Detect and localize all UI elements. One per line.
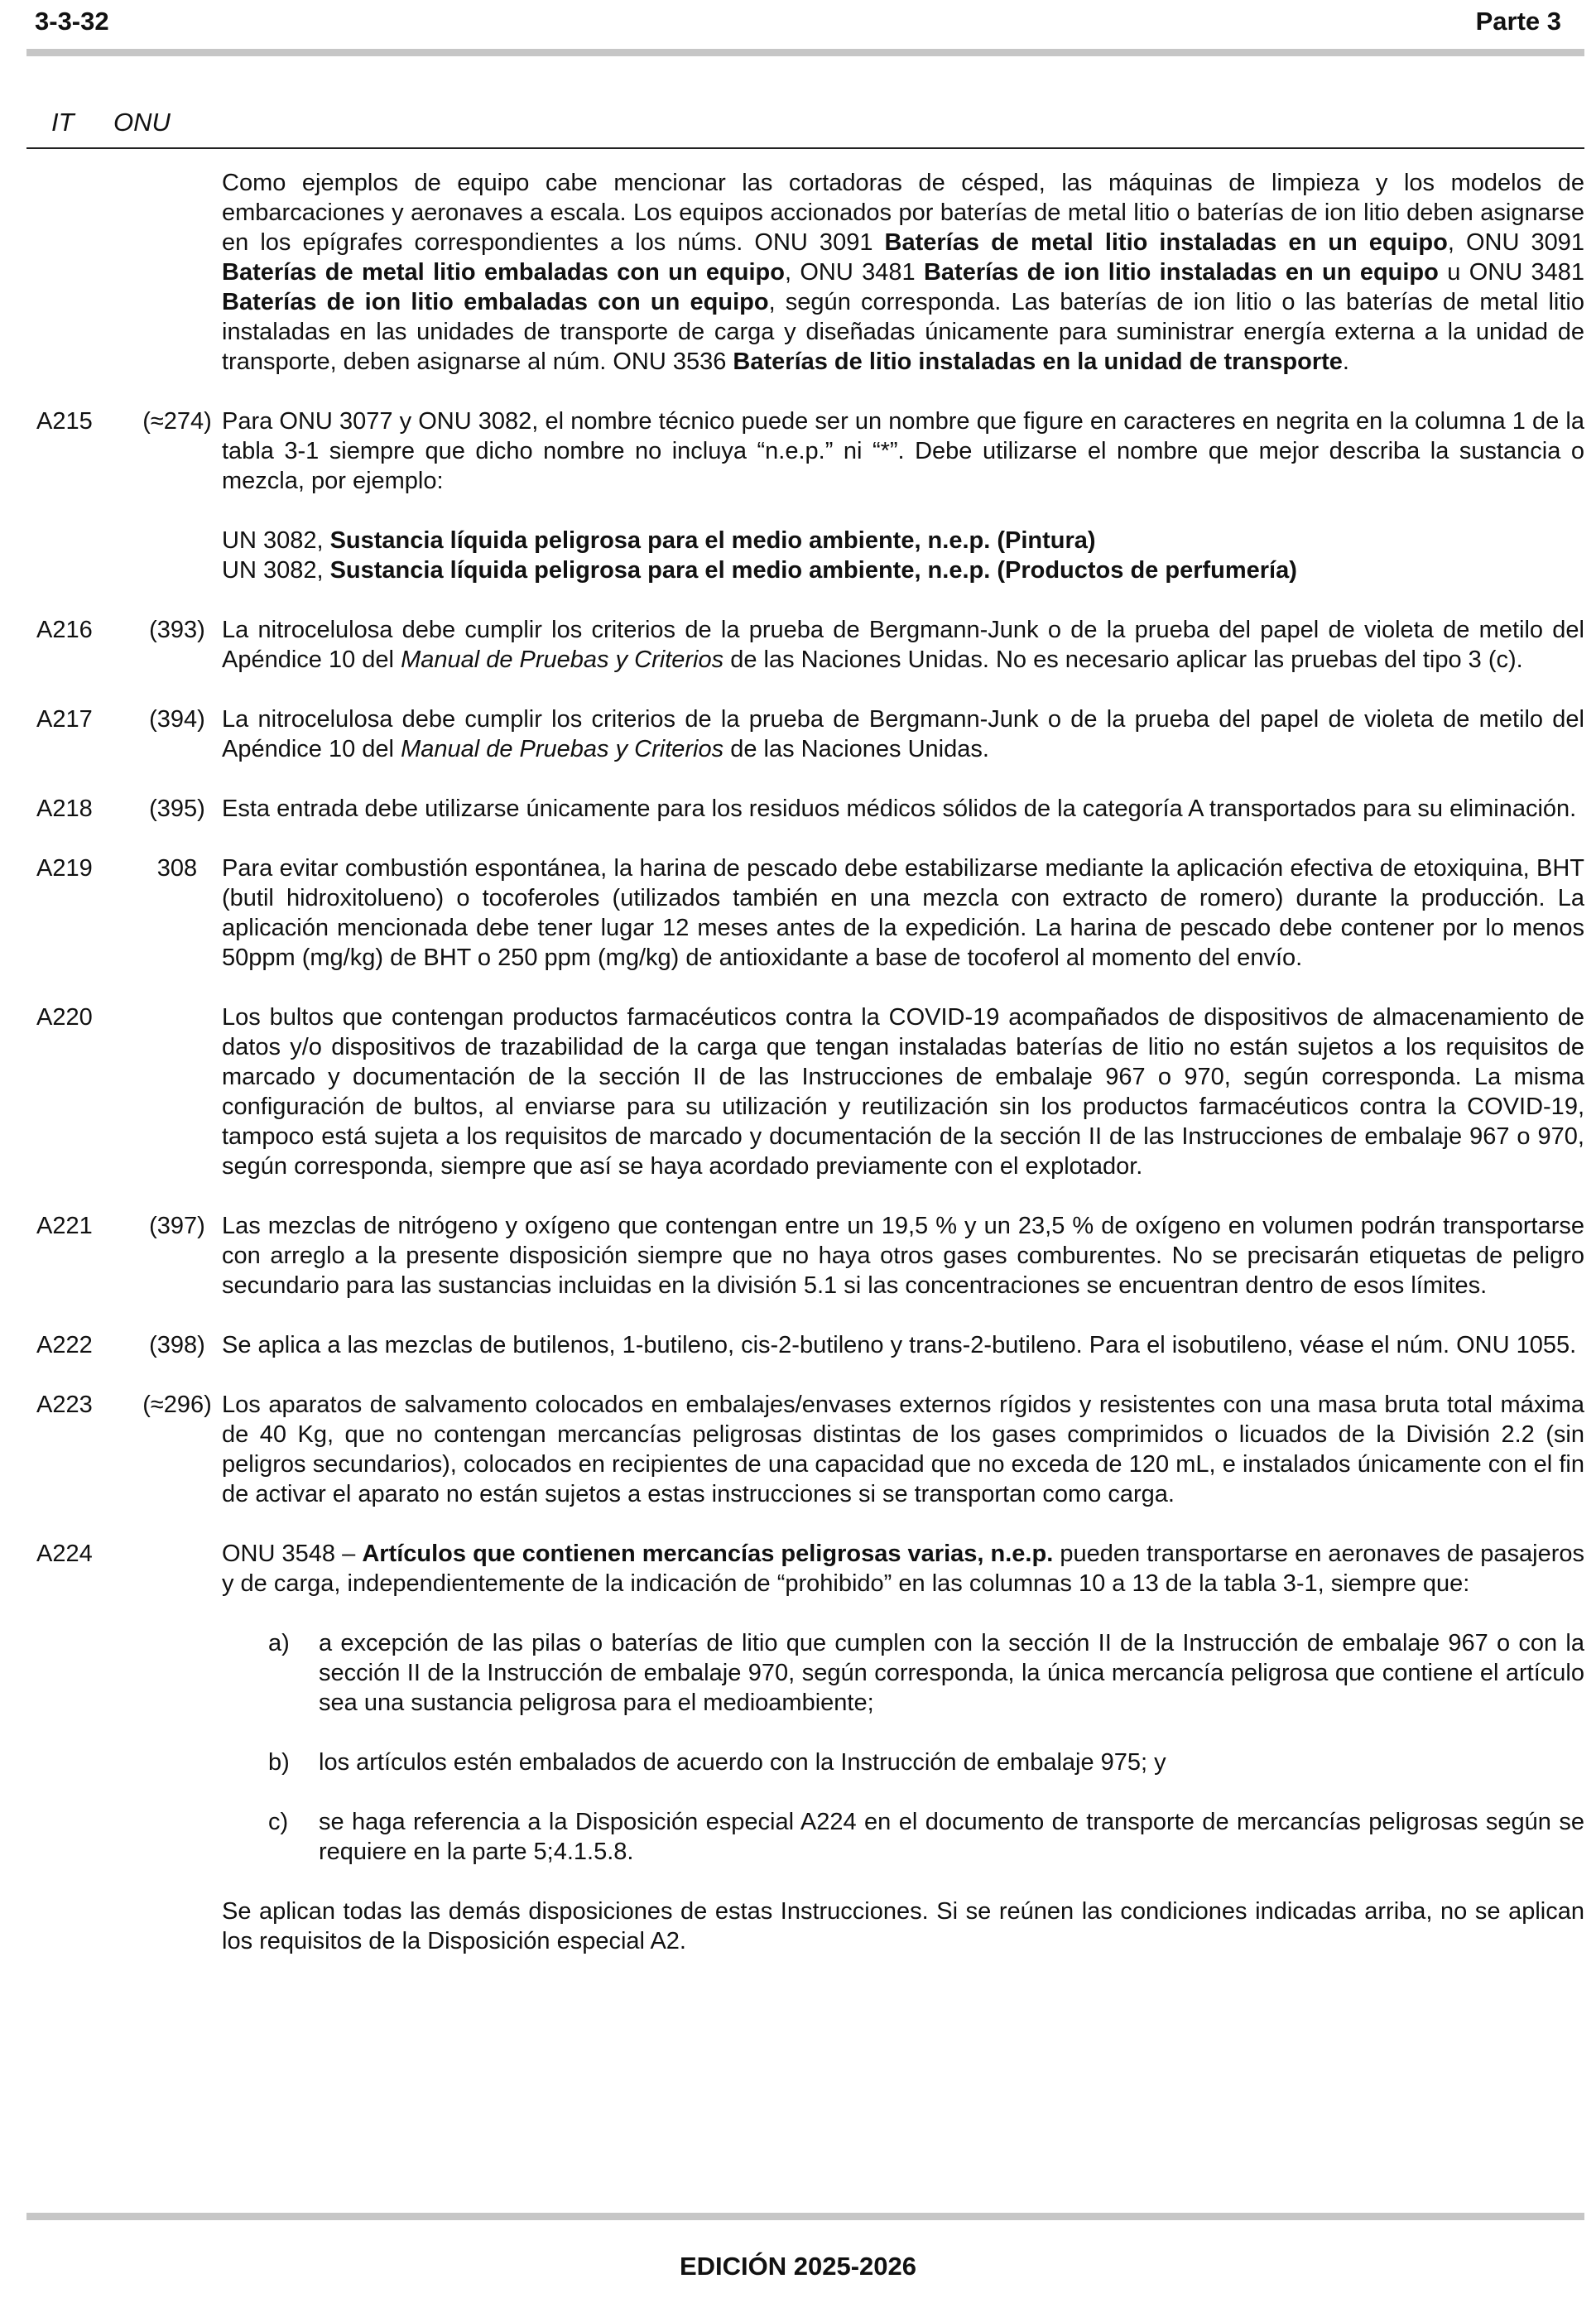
provision-a220 bbox=[33, 1002, 1584, 1181]
un-reference: (394) bbox=[149, 706, 205, 733]
condition-item bbox=[222, 1628, 1584, 1718]
un-reference: (≈296) bbox=[142, 1392, 212, 1418]
provision-a224 bbox=[33, 1539, 1584, 1956]
provision-a217 bbox=[33, 704, 1584, 764]
un-reference: (395) bbox=[149, 796, 205, 822]
condition-item bbox=[222, 1748, 1584, 1777]
condition-item bbox=[222, 1807, 1584, 1867]
condition-text: se haga referencia a la Disposición especial A224 en el documento de transporte de mercancías peligrosas según se requiere en la parte 5;4.1.5.8. bbox=[319, 1809, 1584, 1865]
provision-code: A221 bbox=[36, 1213, 93, 1239]
provision-a219 bbox=[33, 853, 1584, 973]
subheader-rule bbox=[26, 147, 1584, 149]
intro-paragraph: Como ejemplos de equipo cabe mencionar las cortadoras de césped, las máquinas de limpieza y los modelos de embarcaciones y aeronaves a escala. Los equipos accionados por baterías de metal litio o baterías de ion litio deben asignarse en los epígrafes correspondientes a los núms. ONU 3091 Baterías de metal litio instaladas en un equipo, ONU 3091 Baterías de metal litio embaladas con un equipo, ONU 3481 Baterías de ion litio instaladas en un equipo u ONU 3481 Baterías de ion litio embaladas con un equipo, según corresponda. Las baterías de ion litio o las baterías de metal litio instaladas en las unidades de transporte de carga y diseñadas únicamente para suministrar energía externa a la unidad de transporte, deben asignarse al núm. ONU 3536 Baterías de litio instaladas en la unidad de transporte. bbox=[222, 170, 1584, 375]
provision-text: Los bultos que contengan productos farmacéuticos contra la COVID-19 acompañados de dispositivos de almacenamiento de datos y/o dispositivos de trazabilidad de la carga que tengan instaladas baterías de litio no están sujetos a los requisitos de marcado y documentación de la sección II de las Instrucciones de embalaje 967 o 970, según corresponda. La misma configuración de bultos, al enviarse para su utilización y reutilización sin los productos farmacéuticos contra la COVID-19, tampoco está sujeta a los requisitos de marcado y documentación de la sección II de las Instrucciones de embalaje 967 o 970, según corresponda, siempre que así se haya acordado previamente con el explotador. bbox=[222, 1004, 1584, 1180]
un-reference: (393) bbox=[149, 617, 205, 643]
page-number: 3-3-32 bbox=[35, 7, 109, 36]
provision-text: Se aplica a las mezclas de butilenos, 1-butileno, cis-2-butileno y trans-2-butileno. Para el isobutileno, véase el núm. ONU 1055. bbox=[222, 1332, 1577, 1358]
provision-text: UN 3082, Sustancia líquida peligrosa para el medio ambiente, n.e.p. (Pintura) UN 3082, Sustancia líquida peligrosa para el medio ambiente, n.e.p. (Productos de perfumería) bbox=[222, 527, 1297, 584]
footer-rule bbox=[26, 2213, 1584, 2220]
provision-code: A219 bbox=[36, 855, 93, 882]
column-header-onu: ONU bbox=[113, 108, 171, 137]
provision-text: ONU 3548 – Artículos que contienen mercancías peligrosas varias, n.e.p. pueden transportarse en aeronaves de pasajeros y de carga, independientemente de la indicación de “prohibido” en las columnas 10 a 13 de la tabla 3-1, siempre que: bbox=[222, 1541, 1585, 1597]
provisions-list bbox=[33, 168, 1584, 1986]
provision-a222 bbox=[33, 1330, 1584, 1360]
provision-text: Las mezclas de nitrógeno y oxígeno que contengan entre un 19,5 % y un 23,5 % de oxígeno en volumen podrán transportarse con arreglo a la presente disposición siempre que no haya otros gases comburentes. No se precisarán etiquetas de peligro secundario para las sustancias incluidas en la división 5.1 si las concentraciones se encuentran dentro de esos límites. bbox=[222, 1213, 1584, 1299]
edition-footer: EDICIÓN 2025-2026 bbox=[679, 2252, 917, 2281]
provision-code: A223 bbox=[36, 1392, 93, 1418]
provision-a216 bbox=[33, 615, 1584, 675]
provision-text: La nitrocelulosa debe cumplir los criterios de la prueba de Bergmann-Junk o de la prueba del papel de violeta de metilo del Apéndice 10 del Manual de Pruebas y Criterios de las Naciones Unidas. bbox=[222, 706, 1584, 762]
provision-code: A216 bbox=[36, 617, 93, 643]
intro-continuation bbox=[33, 168, 1584, 377]
condition-list bbox=[222, 1628, 1584, 1867]
condition-label: a) bbox=[268, 1630, 290, 1656]
un-reference: (398) bbox=[149, 1332, 205, 1358]
column-header-it: IT bbox=[51, 108, 75, 137]
un-reference: 308 bbox=[156, 855, 198, 882]
condition-text: a excepción de las pilas o baterías de litio que cumplen con la sección II de la Instrucción de embalaje 967 o con la sección II de la Instrucción de embalaje 970, según corresponda, la única mercancía peligrosa que contiene el artículo sea una sustancia peligrosa para el medioambiente; bbox=[319, 1630, 1584, 1716]
provision-code: A215 bbox=[36, 408, 93, 435]
provision-text: Para evitar combustión espontánea, la harina de pescado debe estabilizarse mediante la aplicación efectiva de etoxiquina, BHT (butil hidroxitolueno) o tocoferoles (utilizados también en una mezcla con extracto de romero) durante la producción. La aplicación mencionada debe tener lugar 12 meses antes de la expedición. La harina de pescado debe contener por lo menos 50ppm (mg/kg) de BHT o 250 ppm (mg/kg) de antioxidante a base de tocoferol al momento del envío. bbox=[222, 855, 1584, 971]
provision-code: A224 bbox=[36, 1541, 93, 1567]
provision-a223 bbox=[33, 1390, 1584, 1509]
provision-a218 bbox=[33, 794, 1584, 824]
provision-text: Los aparatos de salvamento colocados en embalajes/envases externos rígidos y resistentes con una masa bruta total máxima de 40 Kg, que no contengan mercancías peligrosas distintas de los gases comprimidos o licuados de la División 2.2 (sin peligros secundarios), colocados en recipientes de una capacidad que no exceda de 120 mL, e instalados únicamente con el fin de activar el aparato no están sujetos a estas instrucciones si se transportan como carga. bbox=[222, 1392, 1584, 1507]
provision-a215 bbox=[33, 406, 1584, 585]
part-label: Parte 3 bbox=[1475, 7, 1561, 36]
condition-label: c) bbox=[268, 1809, 289, 1835]
special-provisions bbox=[33, 406, 1584, 1956]
closing-text: Se aplican todas las demás disposiciones de estas Instrucciones. Si se reúnen las condiciones indicadas arriba, no se aplican los requisitos de la Disposición especial A2. bbox=[222, 1898, 1584, 1954]
condition-text: los artículos estén embalados de acuerdo con la Instrucción de embalaje 975; y bbox=[319, 1749, 1166, 1776]
provision-code: A220 bbox=[36, 1004, 93, 1031]
header-rule bbox=[26, 49, 1584, 56]
provision-code: A218 bbox=[36, 796, 93, 822]
provision-code: A217 bbox=[36, 706, 93, 733]
provision-code: A222 bbox=[36, 1332, 93, 1358]
un-reference: (397) bbox=[149, 1213, 205, 1239]
condition-label: b) bbox=[268, 1749, 290, 1776]
provision-text: La nitrocelulosa debe cumplir los criterios de la prueba de Bergmann-Junk o de la prueba del papel de violeta de metilo del Apéndice 10 del Manual de Pruebas y Criterios de las Naciones Unidas. No es necesario aplicar las pruebas del tipo 3 (c). bbox=[222, 617, 1584, 673]
un-reference: (≈274) bbox=[142, 408, 212, 435]
provision-text: Para ONU 3077 y ONU 3082, el nombre técnico puede ser un nombre que figure en caracteres en negrita en la columna 1 de la tabla 3-1 siempre que dicho nombre no incluya “n.e.p.” ni “*”. Debe utilizarse el nombre que mejor describa la sustancia o mezcla, por ejemplo: bbox=[222, 408, 1584, 494]
provision-text: Esta entrada debe utilizarse únicamente para los residuos médicos sólidos de la categoría A transportados para su eliminación. bbox=[222, 796, 1577, 822]
provision-a221 bbox=[33, 1211, 1584, 1300]
